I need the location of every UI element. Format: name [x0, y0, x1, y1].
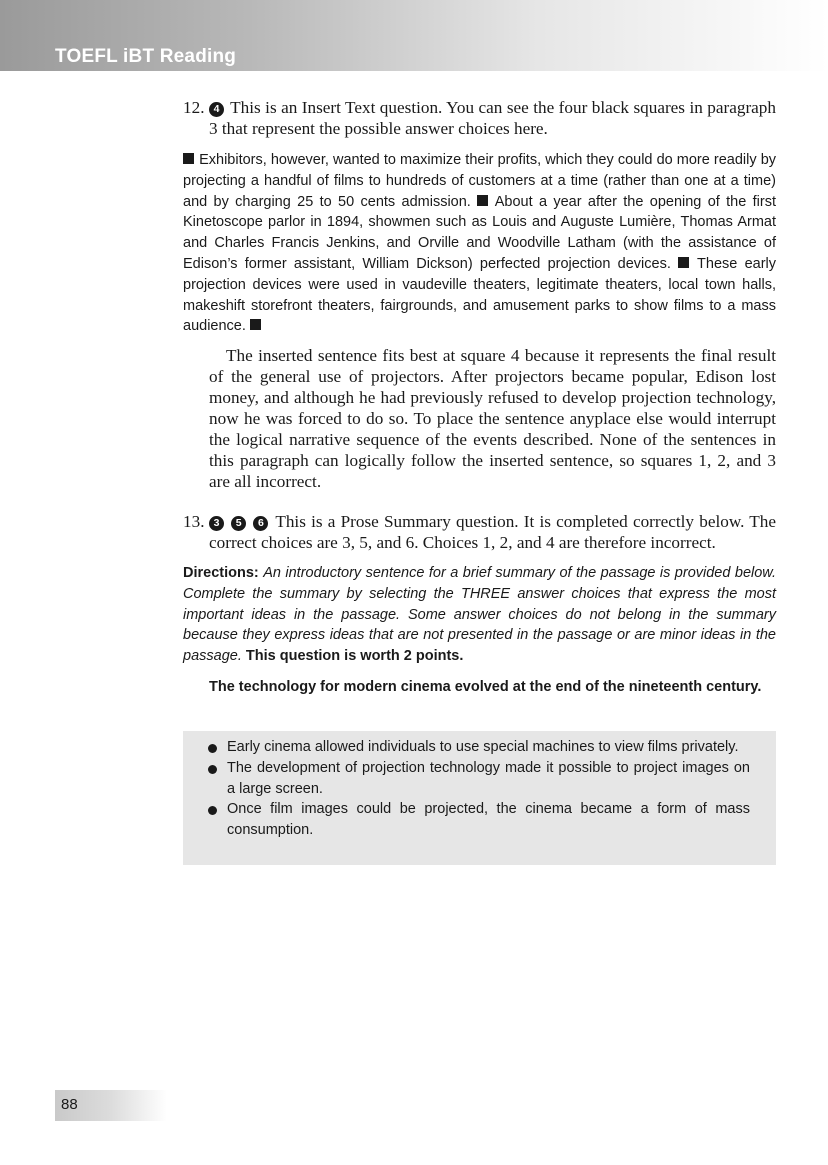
passage-sentence: These early projection devices were used in vaudeville theaters, legitimate theaters, local town halls, makeshift storefront theaters, fairgrounds, and amusement parks to show films to a mass audience. — [183, 255, 776, 335]
bullet-icon — [208, 806, 217, 815]
answer-text: The development of projection technology made it possible to project images on a large screen. — [227, 759, 750, 797]
answer-badge: 5 — [231, 516, 246, 531]
passage-sentence: Exhibitors, however, wanted to maximize their profits, which they could do more readily by projecting a handful of films to hundreds of customers at a time (rather than one at a time) and by charging 25 to 50 cents admission. — [183, 152, 777, 210]
explanation: The inserted sentence fits best at square 4 because it represents the final result of the general use of projectors. After projectors became popular, Edison lost money, and although he had previously refused to develop projection technology, now he was forced to do so. To place the sentence anyplace else would interrupt the logical narrative sequence of the events described. None of the sentences in this paragraph can logically follow the inserted sentence, so squares 1, 2, and 3 are all incorrect. — [209, 346, 776, 491]
directions-label: Directions: — [183, 565, 259, 581]
passage-sentence: About a year after the opening of the first Kinetoscope parlor in 1894, showmen such as Louis and Auguste Lumière, Thomas Armat and Charles Francis Jenkins, and Orville and Woodville Latham (with the assistance of Edison’s former assistant, William Dickson) perfected projection devices. — [183, 193, 776, 272]
answer-text: Once film images could be projected, the cinema became a form of mass consumption. — [227, 801, 750, 839]
question-intro: This is an Insert Text question. You can see the four black squares in paragraph 3 that represent the possible answer choices here. — [209, 98, 776, 138]
question-intro: This is a Prose Summary question. It is completed correctly below. The correct choices are 3, 5, and 6. Choices 1, 2, and 4 are therefore incorrect. — [209, 512, 777, 552]
list-item — [209, 737, 750, 758]
answer-badge: 6 — [253, 516, 268, 531]
insert-square-icon — [477, 195, 488, 206]
answer-badge: 3 — [209, 516, 224, 531]
answer-badge: 4 — [209, 102, 224, 117]
passage-paragraph — [183, 150, 776, 337]
answer-text: Early cinema allowed individuals to use special machines to view films privately. — [227, 739, 739, 755]
insert-square-icon — [250, 319, 261, 330]
page-number: 88 — [61, 1096, 78, 1113]
directions-text: An introductory sentence for a brief summary of the passage is provided below. Complete the summary by selecting the THREE answer choices that express the most important ideas in the passage. Some answer choices do not belong in the summary because they express ideas that are not presented in the passage or are minor ideas in the passage. — [183, 565, 776, 665]
directions — [183, 563, 776, 667]
summary-intro-sentence: The technology for modern cinema evolved at the end of the nineteenth century. — [209, 679, 762, 695]
question-13 — [183, 511, 776, 553]
list-item — [209, 758, 750, 800]
question-number: 12. — [183, 98, 205, 117]
answer-box — [183, 731, 776, 865]
bullet-icon — [208, 765, 217, 774]
book-title: TOEFL iBT Reading — [55, 46, 237, 67]
points-note: This question is worth 2 points. — [245, 648, 464, 665]
question-12 — [183, 97, 776, 139]
insert-square-icon — [678, 257, 689, 268]
bullet-icon — [208, 744, 217, 753]
insert-square-icon — [183, 153, 194, 164]
question-number: 13. — [183, 512, 205, 531]
list-item — [209, 799, 750, 841]
